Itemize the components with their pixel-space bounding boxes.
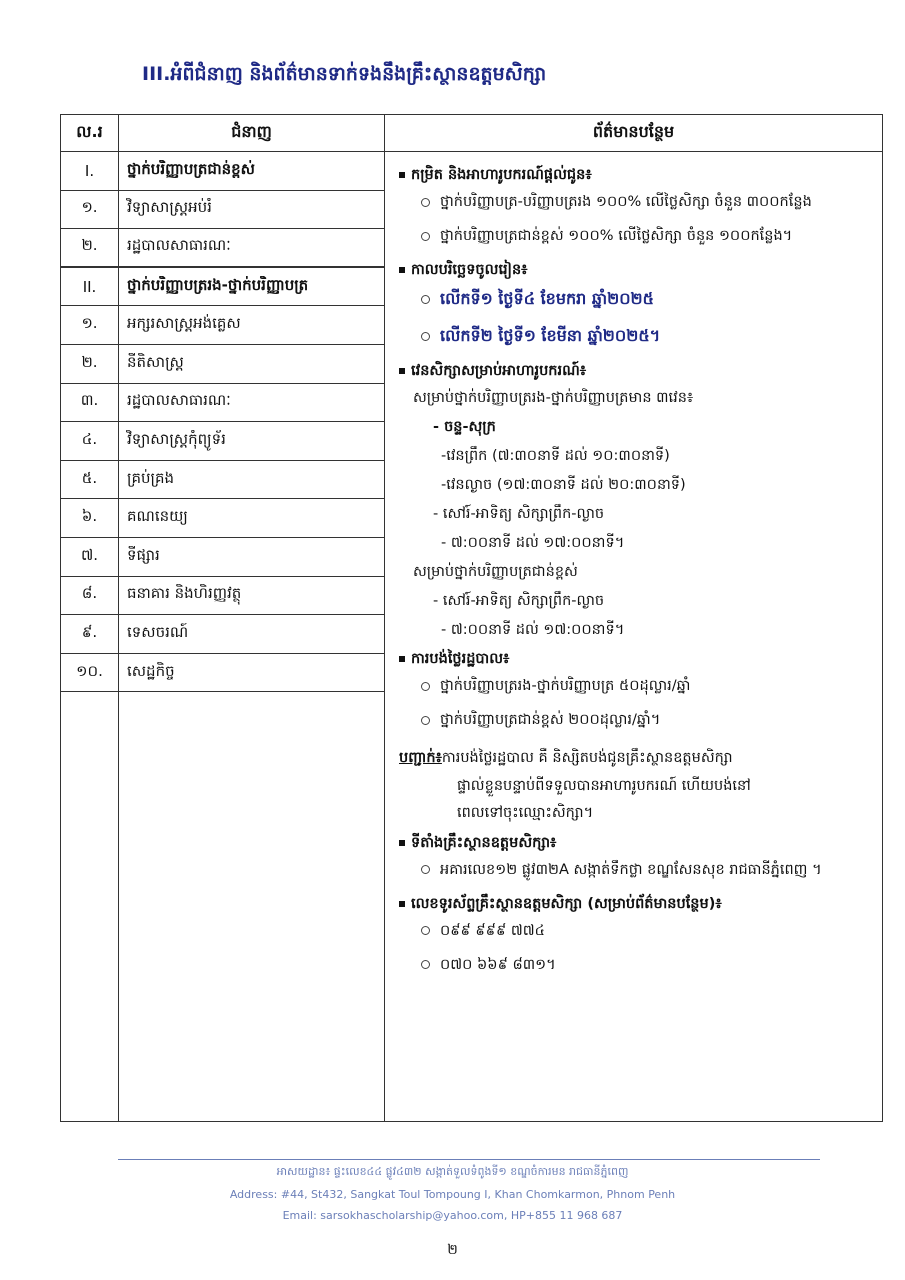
fee-note (399, 745, 874, 828)
shift-text: សម្រាប់ថ្នាក់បរិញ្ញាបត្ររង-ថ្នាក់បរិញ្ញាបត្រមាន ៣វេន៖ (413, 390, 694, 406)
list-item: ថ្នាក់បរិញ្ញាបត្ររង-ថ្នាក់បរិញ្ញាបត្រ ៥០ដុល្លារ/ឆ្នាំ (421, 677, 874, 698)
footer-divider (118, 1159, 820, 1160)
list-item: ថ្នាក់បរិញ្ញាបត្រជាន់ខ្ពស់ ១០០% លើថ្លៃសិក្សា ចំនួន ១០០កន្លែង។ (421, 227, 874, 248)
table-row: ៤. វិទ្យាសាស្ត្រកុំព្យូទ័រ (61, 422, 384, 461)
table-header-row (61, 115, 883, 152)
section-location: ទីតាំងគ្រឹះស្ថានឧត្តមសិក្សា៖ (399, 834, 874, 855)
shift-text: - សៅរ៍-អាទិត្យ សិក្សាព្រឹក-ល្ងាច (433, 506, 605, 522)
header-major: ជំនាញ (119, 115, 385, 152)
list-item: ថ្នាក់បរិញ្ញាបត្រ-បរិញ្ញាបត្ររង ១០០% លើថ្លៃសិក្សា ចំនួន ៣០០កន្លែង (421, 193, 874, 214)
shift-text: -វេនព្រឹក (៧:៣០នាទី ដល់ ១០:៣០នាទី) (441, 448, 670, 464)
note-text: ពេលទៅចុះឈ្មោះសិក្សា។ (457, 805, 594, 822)
circle-bullet-icon (421, 865, 430, 874)
shift-text: - សៅរ៍-អាទិត្យ សិក្សាព្រឹក-ល្ងាច (433, 593, 605, 609)
shift-text: -វេនល្ងាច (១៧:៣០នាទី ដល់ ២០:៣០នាទី) (441, 477, 686, 493)
list-item: ០៧០ ៦៦៩ ៨៣១។ (421, 956, 874, 977)
square-bullet-icon (399, 267, 405, 273)
section-heading: III.អំពីជំនាញ និងព័ត៌មានទាក់ទងនឹងគ្រឹះស្ថានឧត្តមសិក្សា (142, 63, 547, 85)
circle-bullet-icon (421, 198, 430, 207)
page-number: ២ (447, 1242, 458, 1258)
table-row: ២. នីតិសាស្ត្រ (61, 345, 384, 384)
section-levels: កម្រិត និងអាហារូបករណ៍ផ្ដល់ជូន៖ (399, 166, 874, 187)
majors-list (61, 152, 385, 1122)
square-bullet-icon (399, 172, 405, 178)
note-text: ផ្ទាល់ខ្លួនបន្ទាប់ពីទទួលបានអាហារូបករណ៍ ហើយបង់នៅ (457, 777, 751, 794)
majors-table (60, 114, 883, 1122)
circle-bullet-icon (421, 960, 430, 969)
table-row: ៧. ទីផ្សារ (61, 538, 384, 577)
table-row: ១. អក្សរសាស្ត្រអង់គ្លេស (61, 306, 384, 345)
circle-bullet-icon (421, 295, 430, 304)
table-row: ១. វិទ្យាសាស្ត្រអប់រំ (61, 191, 384, 230)
table-row: ៦. គណនេយ្យ (61, 499, 384, 538)
circle-bullet-icon (421, 926, 430, 935)
square-bullet-icon (399, 901, 405, 907)
table-row: ១០. សេដ្ឋកិច្ច (61, 654, 384, 693)
circle-bullet-icon (421, 682, 430, 691)
table-row: ៣. រដ្ឋបាលសាធារណៈ (61, 384, 384, 423)
shift-text: សម្រាប់ថ្នាក់បរិញ្ញាបត្រជាន់ខ្ពស់ (413, 564, 578, 580)
shift-text: - ៧:០០នាទី ដល់ ១៧:០០នាទី។ (441, 535, 625, 551)
note-text: ការបង់ថ្លៃរដ្ឋបាល គឺ និស្សិតបង់ជូនគ្រឹះស្ថានឧត្តមសិក្សា (441, 750, 733, 766)
table-row: ៨. ធនាគារ និងហិរញ្ញវត្ថុ (61, 577, 384, 616)
shift-text: - ៧:០០នាទី ដល់ ១៧:០០នាទី។ (441, 622, 625, 638)
table-row: ៩. ទេសចរណ៍ (61, 615, 384, 654)
info-column (385, 152, 883, 1122)
circle-bullet-icon (421, 716, 430, 725)
header-no: ល.រ (61, 115, 119, 152)
section-dates: កាលបរិច្ឆេទចូលរៀន៖ (399, 261, 874, 282)
table-row: ៥. គ្រប់គ្រង (61, 461, 384, 500)
table-row: ២. រដ្ឋបាលសាធារណៈ (61, 229, 384, 268)
square-bullet-icon (399, 840, 405, 846)
table-row: I. ថ្នាក់បរិញ្ញាបត្រជាន់ខ្ពស់ (61, 152, 384, 191)
section-fees: ការបង់ថ្លៃរដ្ឋបាល៖ (399, 650, 874, 671)
list-item: លើកទី២ ថ្ងៃទី១ ខែមីនា ឆ្នាំ២០២៥។ (421, 325, 874, 349)
list-item: អគារលេខ១២ ផ្លូវ៣២A សង្កាត់ទឹកថ្លា ខណ្ឌសែនសុខ រាជធានីភ្នំពេញ ។ (421, 861, 874, 882)
shift-text: - ចន្ទ-សុក្រ (433, 419, 496, 435)
table-row: II. ថ្នាក់បរិញ្ញាបត្ររង-ថ្នាក់បរិញ្ញាបត្រ (61, 268, 384, 307)
circle-bullet-icon (421, 232, 430, 241)
footer-address: Address: #44, St432, Sangkat Toul Tompoung I, Khan Chomkarmon, Phnom Penh (229, 1188, 676, 1201)
section-phone: លេខទូរស័ព្ទគ្រឹះស្ថានឧត្តមសិក្សា (សម្រាប់ព័ត៌មានបន្ថែម)៖ (399, 895, 874, 916)
square-bullet-icon (399, 656, 405, 662)
note-label: បញ្ជាក់៖ (399, 750, 442, 766)
list-item: ០៩៩ ៩៩៩ ៧៧៤ (421, 922, 874, 943)
footer-email: Email: sarsokhascholarship@yahoo.com, HP+855 11 968 687 (282, 1209, 623, 1222)
list-item: ថ្នាក់បរិញ្ញាបត្រជាន់ខ្ពស់ ២០០ដុល្លារ/ឆ្នាំ។ (421, 711, 874, 732)
section-shifts: វេនសិក្សាសម្រាប់អាហារូបករណ៍៖ (399, 362, 874, 383)
empty-rows (61, 692, 384, 1121)
header-info: ព័ត៌មានបន្ថែម (385, 115, 883, 152)
circle-bullet-icon (421, 332, 430, 341)
footer-address-kh: អាសយដ្ឋាន៖ ផ្ទះលេខ៤៤ ផ្លូវ៤៣២ សង្កាត់ទួលទំពូងទី១ ខណ្ឌចំការមន រាជធានីភ្នំពេញ (276, 1165, 629, 1178)
list-item: លើកទី១ ថ្ងៃទី៤ ខែមករា ឆ្នាំ២០២៥ (421, 288, 874, 312)
square-bullet-icon (399, 368, 405, 374)
